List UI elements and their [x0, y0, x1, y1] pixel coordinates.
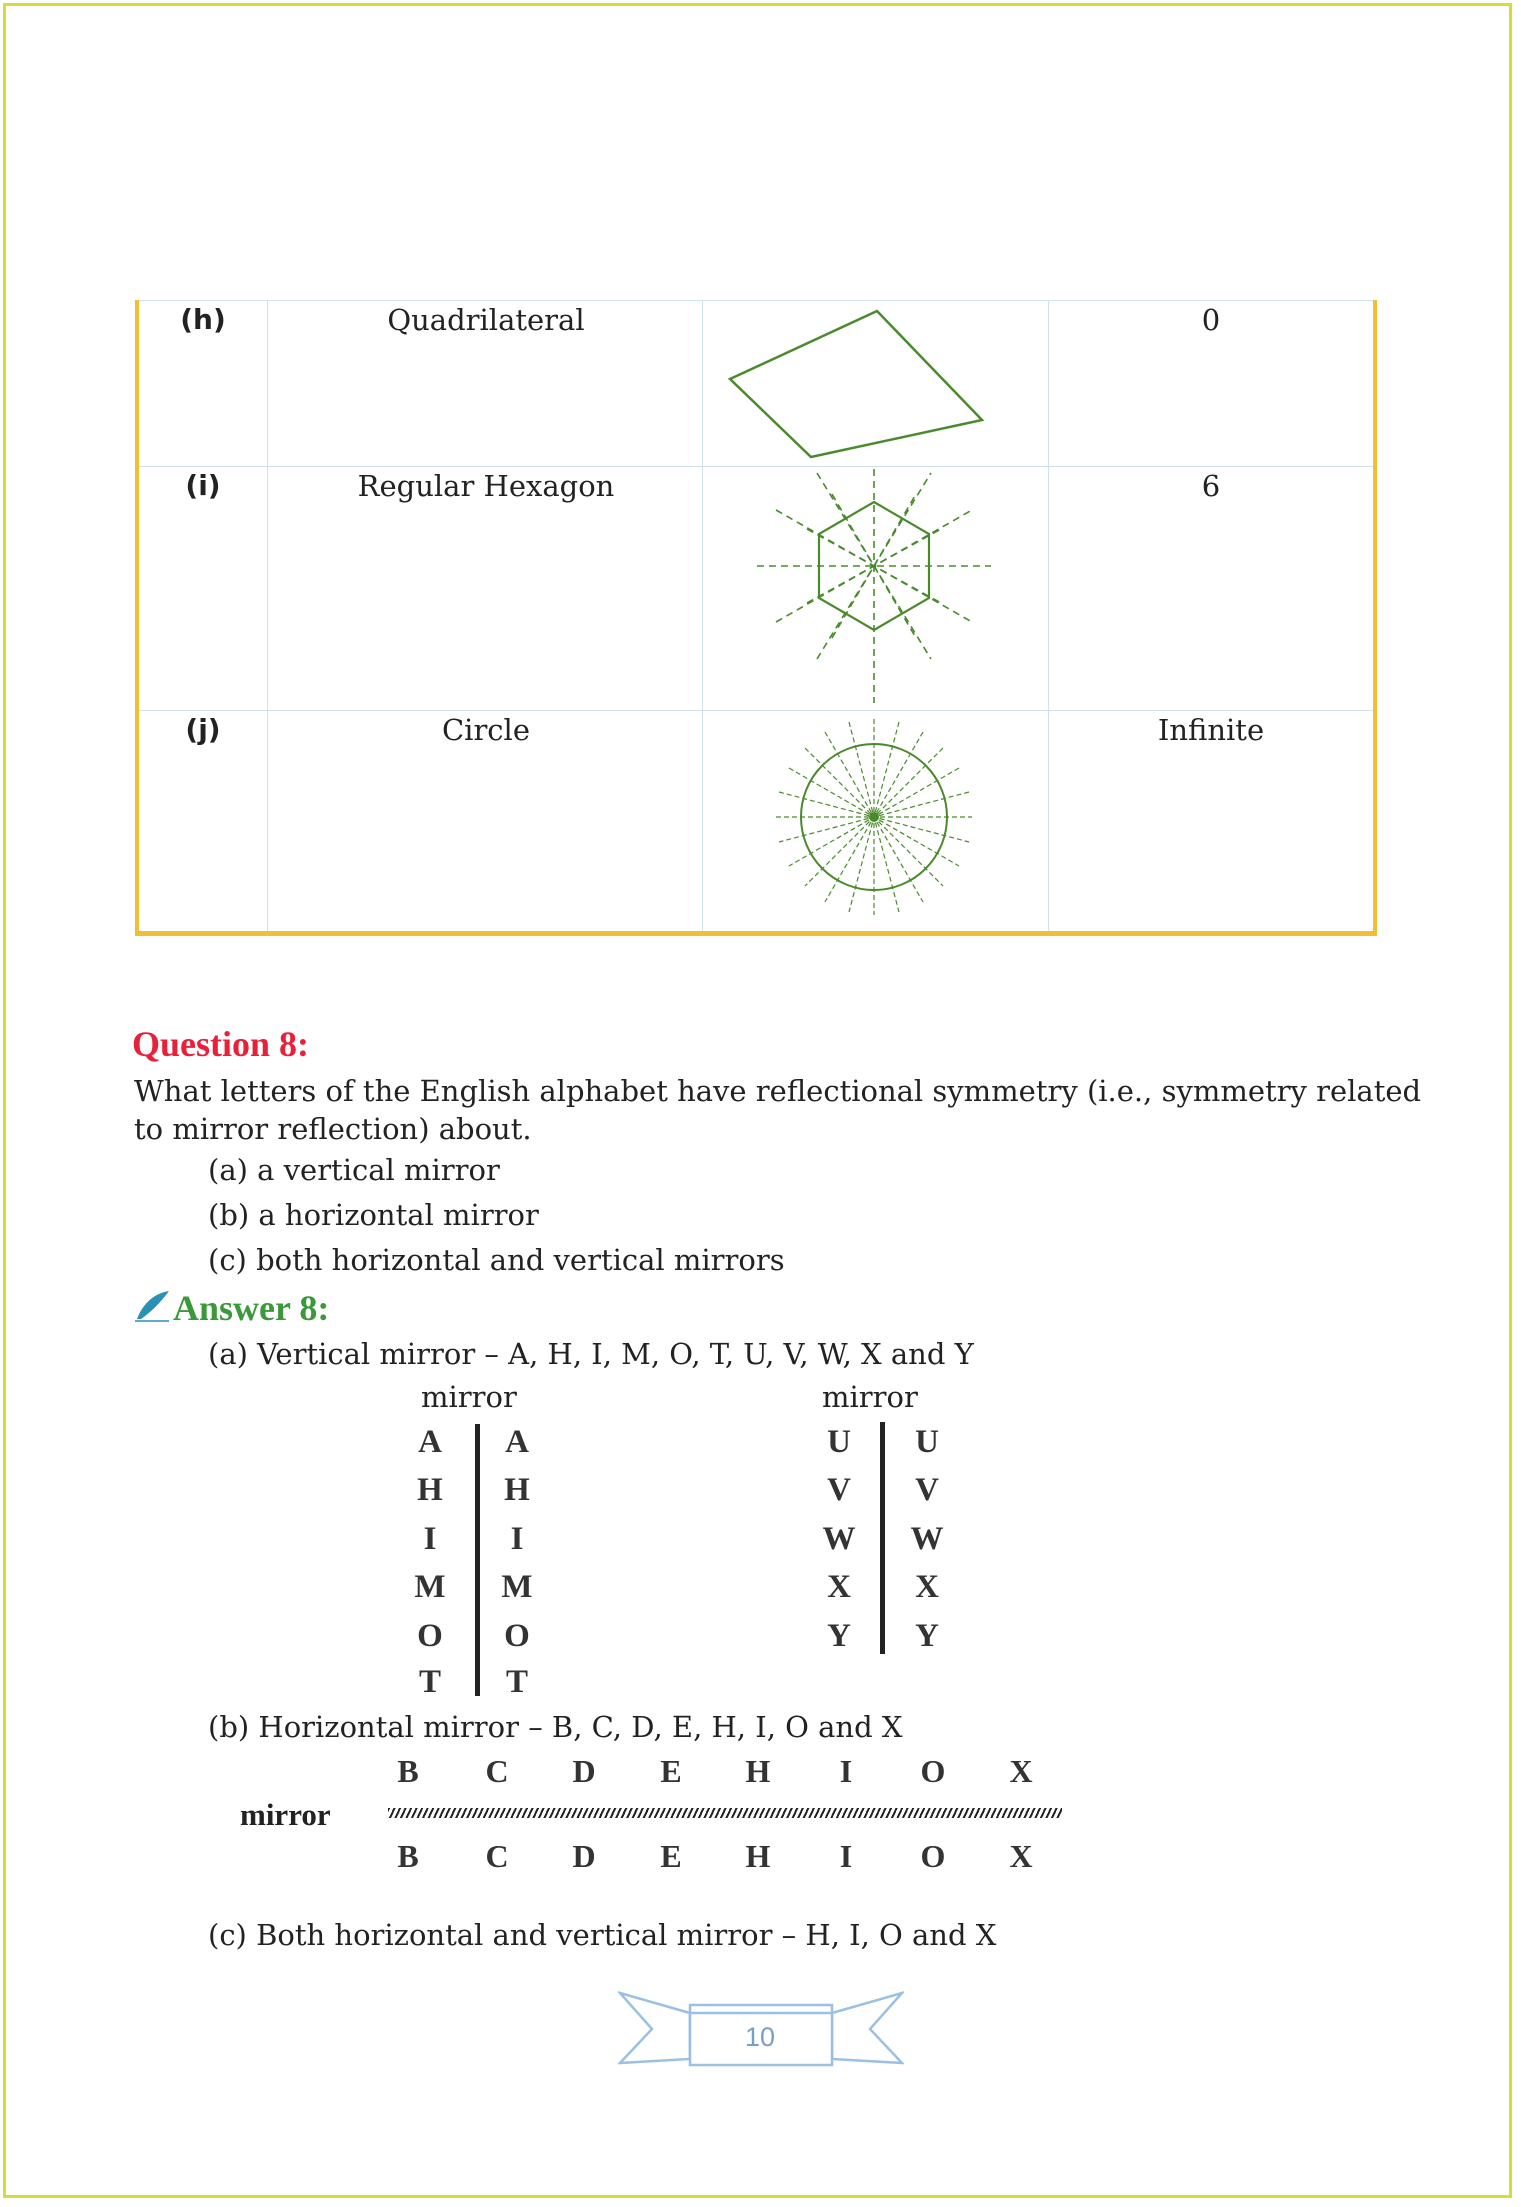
mirror-letter-reflection: X [915, 1569, 939, 1605]
row-label: (h) [180, 303, 226, 336]
mirror-letter-reflection: O [504, 1618, 530, 1654]
horizontal-mirror-label: mirror [240, 1797, 331, 1832]
answer-part-c: (c) Both horizontal and vertical mirror – H, I, O and X [208, 1918, 997, 1952]
mirror-letter-reflection: I [510, 1521, 524, 1557]
mirror-letter-reflection: I [839, 1838, 853, 1874]
mirror-letter: X [827, 1569, 851, 1605]
shape-name: Circle [441, 713, 530, 747]
mirror-letter: V [827, 1472, 851, 1508]
answer-heading: Answer 8: [173, 1288, 330, 1328]
mirror-letter-reflection: U [915, 1424, 939, 1460]
mirror-letter-reflection: W [910, 1521, 944, 1557]
hexagon-symmetry-figure [704, 467, 1050, 711]
shape-name: Quadrilateral [387, 303, 585, 337]
mirror-letter: X [1009, 1753, 1033, 1789]
mirror-letter: M [414, 1569, 446, 1605]
question-text-line1: What letters of the English alphabet have reflectional symmetry (i.e., symmetry related [134, 1074, 1422, 1108]
mirror-letter: A [418, 1424, 442, 1460]
vertical-mirror-line [475, 1424, 480, 1696]
row-label: (j) [185, 713, 221, 746]
mirror-letter: I [423, 1521, 437, 1557]
table-row [139, 466, 1373, 710]
mirror-letter: Y [827, 1618, 851, 1654]
mirror-label: mirror [421, 1380, 517, 1414]
mirror-letter: H [417, 1472, 443, 1508]
mirror-letter: I [839, 1753, 853, 1789]
shape-name: Regular Hexagon [357, 469, 615, 503]
row-label: (i) [185, 469, 221, 502]
symmetry-count: Infinite [1157, 713, 1265, 747]
symmetry-table [135, 300, 1377, 936]
table-row [139, 710, 1373, 931]
mirror-letter-reflection: E [660, 1838, 682, 1874]
table-row [139, 300, 1373, 466]
pen-logo-icon [133, 1289, 171, 1323]
mirror-letter: T [418, 1664, 441, 1700]
mirror-letter-reflection: C [485, 1838, 509, 1874]
answer-part-a: (a) Vertical mirror – A, H, I, M, O, T, U, V, W, X and Y [208, 1337, 974, 1371]
mirror-letter: D [572, 1753, 596, 1789]
vertical-mirror-line [880, 1422, 885, 1654]
question-text-line2: to mirror reflection) about. [134, 1112, 532, 1146]
question-heading: Question 8: [132, 1024, 310, 1064]
option-a: (a) a vertical mirror [208, 1153, 500, 1187]
mirror-letter: O [417, 1618, 443, 1654]
symmetry-count: 0 [1201, 303, 1221, 337]
option-c: (c) both horizontal and vertical mirrors [208, 1243, 785, 1277]
mirror-label: mirror [822, 1380, 918, 1414]
mirror-letter: B [397, 1753, 419, 1789]
answer-part-b: (b) Horizontal mirror – B, C, D, E, H, I, O and X [208, 1710, 903, 1744]
mirror-letter-reflection: M [501, 1569, 533, 1605]
mirror-letter-reflection: H [745, 1838, 771, 1874]
mirror-letter-reflection: D [572, 1838, 596, 1874]
mirror-letter-reflection: H [504, 1472, 530, 1508]
mirror-letter-reflection: V [915, 1472, 939, 1508]
mirror-letter-reflection: O [920, 1838, 946, 1874]
page-number: 10 [744, 2022, 776, 2052]
mirror-letter: U [827, 1424, 851, 1460]
mirror-letter: W [822, 1521, 856, 1557]
horizontal-mirror-line [388, 1808, 1062, 1818]
mirror-letter-reflection: X [1009, 1838, 1033, 1874]
mirror-letter: H [745, 1753, 771, 1789]
quadrilateral-figure [704, 303, 1050, 465]
mirror-letter-reflection: A [505, 1424, 529, 1460]
mirror-letter-reflection: Y [915, 1618, 939, 1654]
mirror-letter-reflection: B [397, 1838, 419, 1874]
symmetry-count: 6 [1201, 469, 1221, 503]
mirror-letter: O [920, 1753, 946, 1789]
mirror-letter: E [660, 1753, 682, 1789]
option-b: (b) a horizontal mirror [208, 1198, 539, 1232]
mirror-letter: C [485, 1753, 509, 1789]
circle-symmetry-figure [704, 711, 1050, 932]
mirror-letter-reflection: T [505, 1664, 528, 1700]
